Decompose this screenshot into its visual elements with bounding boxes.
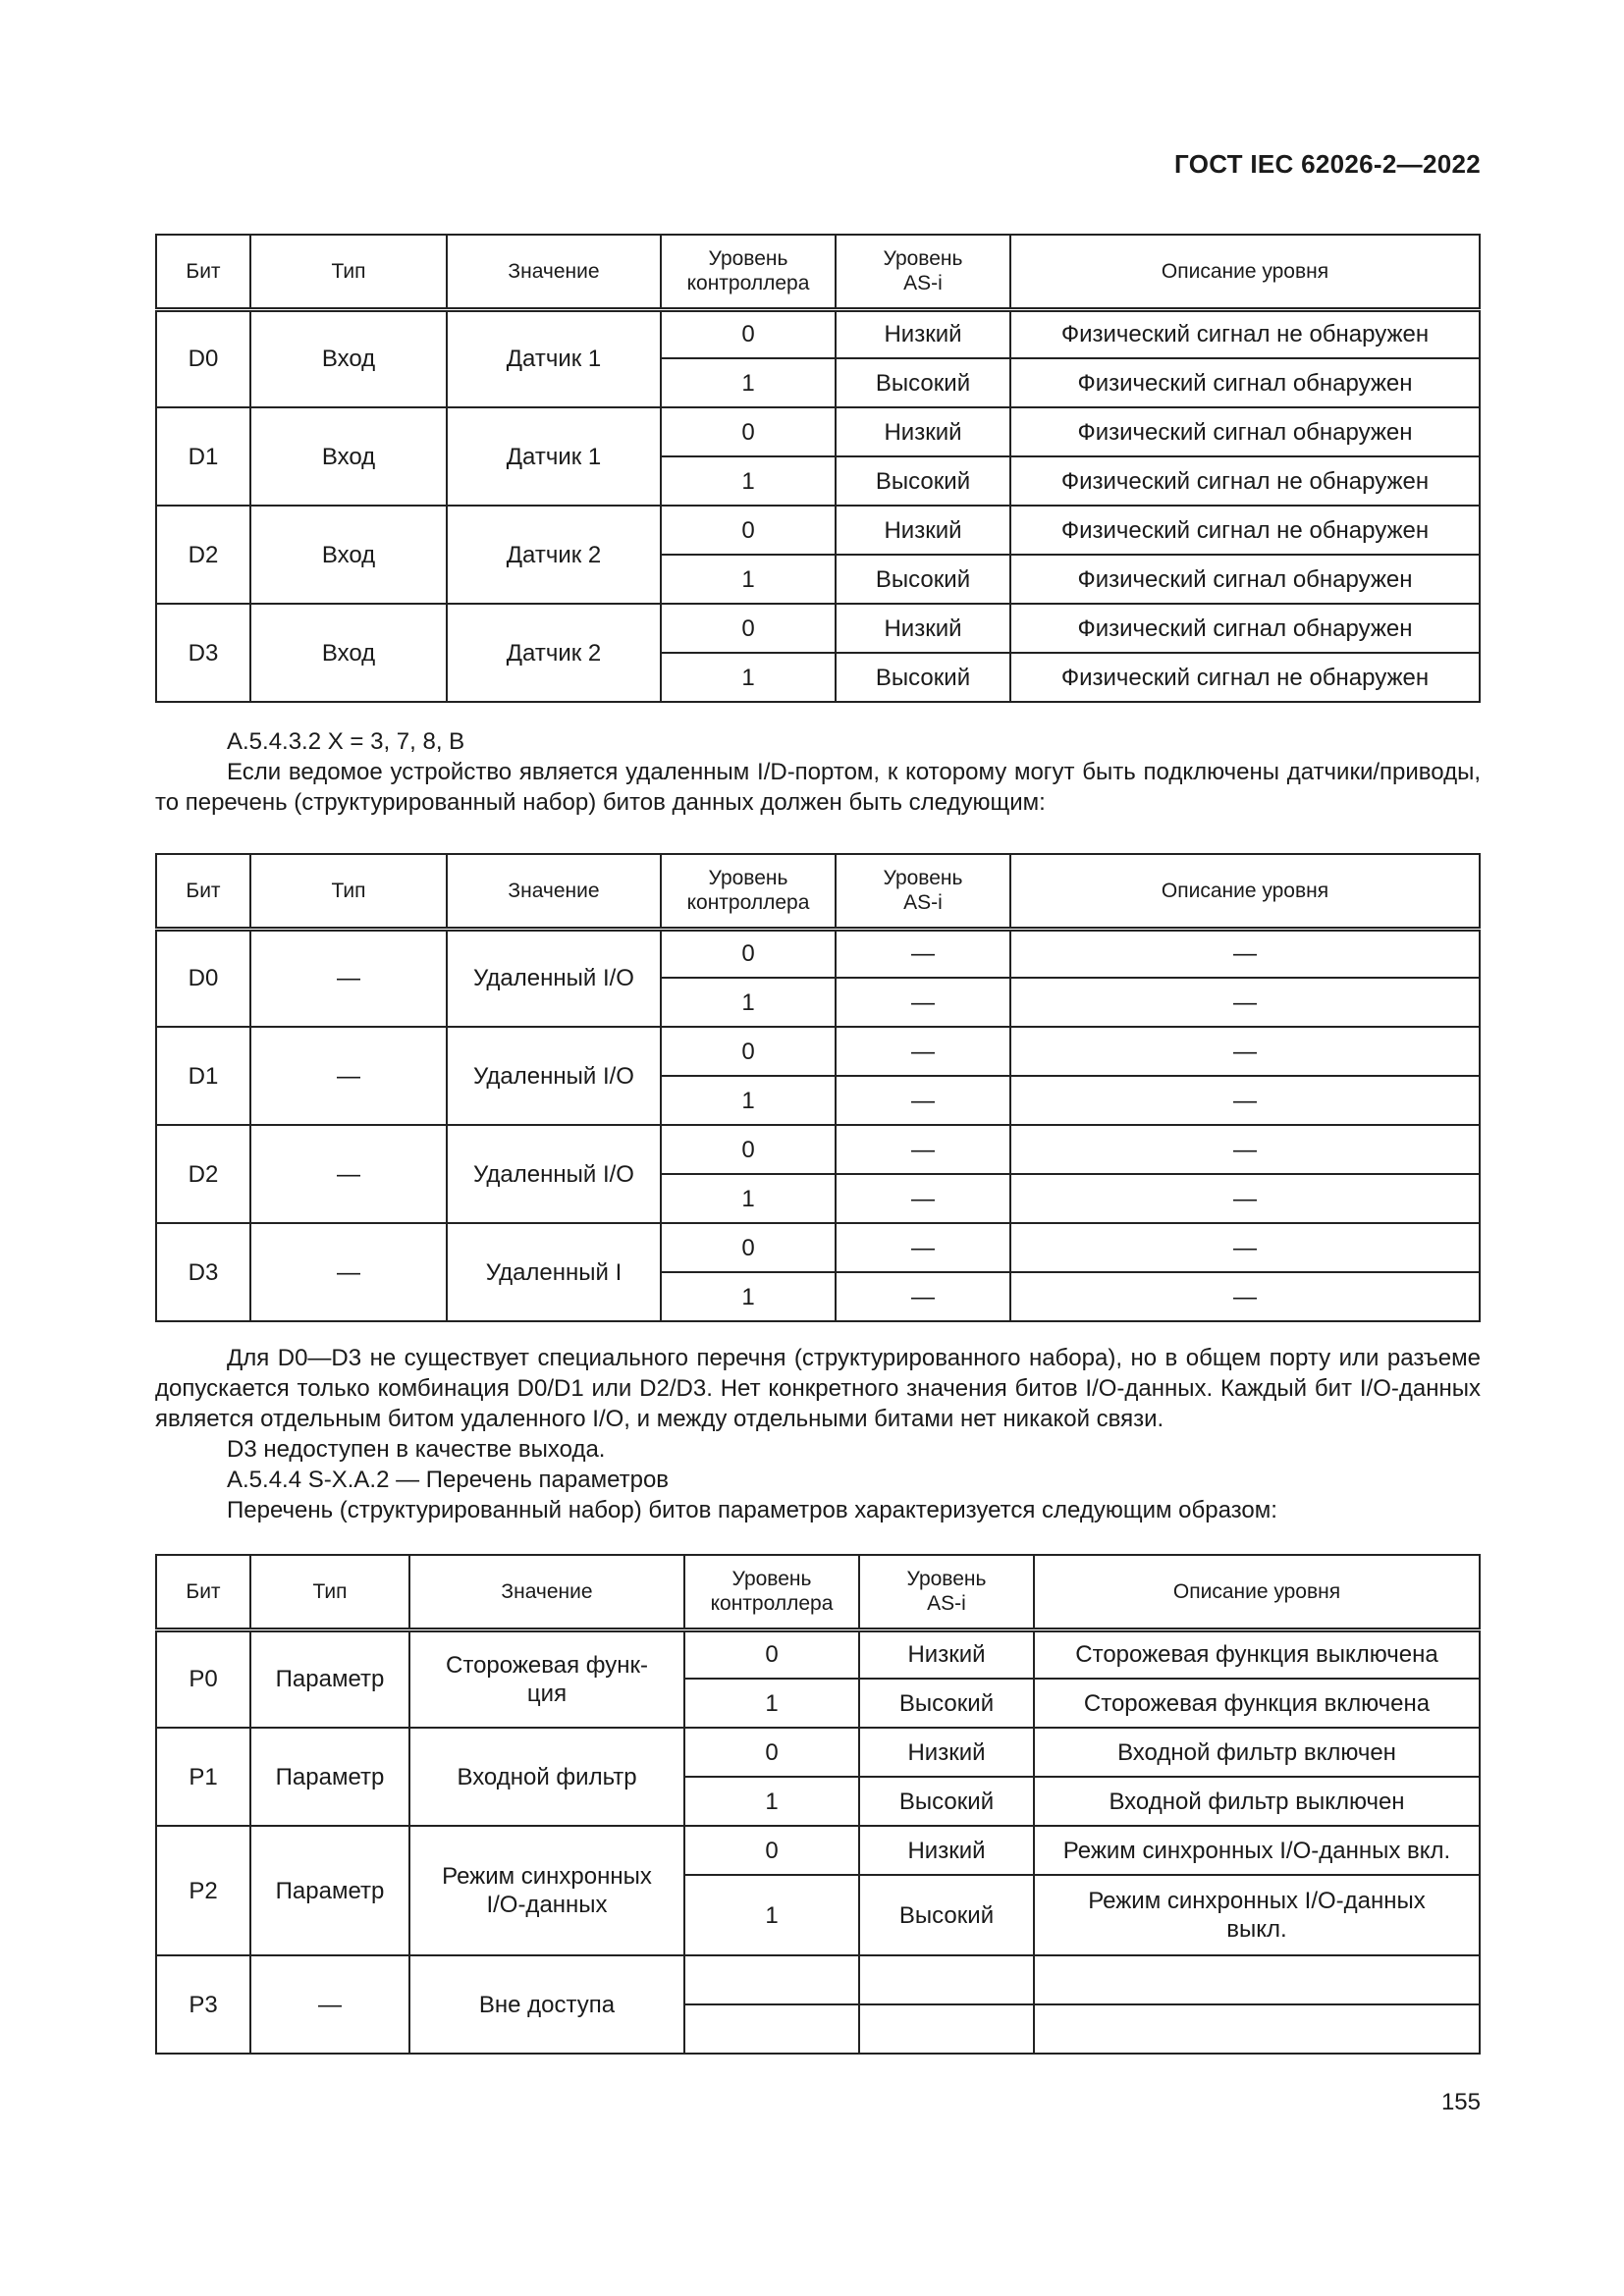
asi-level-cell: — xyxy=(836,1027,1010,1076)
controller-level-cell: 0 xyxy=(661,1223,836,1272)
controller-level-cell: 1 xyxy=(684,1875,859,1955)
controller-level-cell: 0 xyxy=(684,1826,859,1875)
bit-cell: D2 xyxy=(156,1125,250,1223)
table-header-row xyxy=(156,235,1480,309)
column-header: Бит xyxy=(156,854,250,929)
bit-cell: D0 xyxy=(156,309,250,407)
bit-cell: P1 xyxy=(156,1728,250,1826)
value-cell: Удаленный I xyxy=(447,1223,661,1321)
table-row xyxy=(156,1955,1480,2004)
controller-level-cell: 0 xyxy=(684,1728,859,1777)
type-cell: — xyxy=(250,1223,447,1321)
level-description-cell: Физический сигнал обнаружен xyxy=(1010,555,1480,604)
table-row xyxy=(156,929,1480,978)
table-header-row xyxy=(156,854,1480,929)
controller-level-cell: 1 xyxy=(684,1679,859,1728)
controller-level-cell: 0 xyxy=(661,1027,836,1076)
page-number: 155 xyxy=(1440,2089,1481,2115)
asi-level-cell: Высокий xyxy=(859,1777,1034,1826)
type-cell: Вход xyxy=(250,407,447,506)
value-cell: Входной фильтр xyxy=(409,1728,684,1826)
controller-level-cell: 1 xyxy=(684,1777,859,1826)
table-row xyxy=(156,1125,1480,1174)
asi-level-cell xyxy=(859,2004,1034,2054)
controller-level-cell: 1 xyxy=(661,1174,836,1223)
level-description-cell: Физический сигнал обнаружен xyxy=(1010,604,1480,653)
controller-level-cell: 0 xyxy=(661,604,836,653)
controller-level-cell xyxy=(684,2004,859,2054)
controller-level-cell: 1 xyxy=(661,358,836,407)
paragraph-block-1 xyxy=(155,726,1481,818)
column-header: Описание уровня xyxy=(1010,235,1480,309)
level-description-cell: — xyxy=(1010,1125,1480,1174)
asi-level-cell: Низкий xyxy=(859,1629,1034,1679)
column-header: Уровень AS-i xyxy=(836,235,1010,309)
level-description-cell: Входной фильтр включен xyxy=(1034,1728,1480,1777)
bit-cell: P2 xyxy=(156,1826,250,1955)
asi-level-cell: — xyxy=(836,1125,1010,1174)
column-header: Уровень контроллера xyxy=(661,235,836,309)
parameter-bits-table xyxy=(155,1554,1481,2055)
level-description-cell: Физический сигнал не обнаружен xyxy=(1010,506,1480,555)
controller-level-cell: 0 xyxy=(661,407,836,456)
asi-level-cell: Низкий xyxy=(836,407,1010,456)
type-cell: Вход xyxy=(250,506,447,604)
value-cell: Вне доступа xyxy=(409,1955,684,2054)
table-row xyxy=(156,407,1480,456)
bit-cell: D1 xyxy=(156,407,250,506)
value-cell: Удаленный I/O xyxy=(447,1125,661,1223)
level-description-cell: — xyxy=(1010,1223,1480,1272)
level-description-cell: Физический сигнал не обнаружен xyxy=(1010,653,1480,702)
asi-level-cell: Высокий xyxy=(859,1679,1034,1728)
level-description-cell: — xyxy=(1010,929,1480,978)
asi-level-cell: Низкий xyxy=(836,309,1010,358)
type-cell: Параметр xyxy=(250,1629,409,1728)
asi-level-cell: Высокий xyxy=(836,555,1010,604)
column-header: Тип xyxy=(250,235,447,309)
asi-level-cell: Низкий xyxy=(859,1728,1034,1777)
document-header: ГОСТ IEC 62026-2—2022 xyxy=(1174,149,1481,179)
level-description-cell: Физический сигнал не обнаружен xyxy=(1010,456,1480,506)
type-cell: — xyxy=(250,929,447,1027)
table-row xyxy=(156,1728,1480,1777)
level-description-cell: Физический сигнал обнаружен xyxy=(1010,358,1480,407)
value-cell: Датчик 1 xyxy=(447,407,661,506)
controller-level-cell: 1 xyxy=(661,653,836,702)
level-description-cell: — xyxy=(1010,978,1480,1027)
level-description-cell: — xyxy=(1010,1272,1480,1321)
type-cell: Параметр xyxy=(250,1728,409,1826)
controller-level-cell: 1 xyxy=(661,555,836,604)
paragraph-text: D3 недоступен в качестве выхода. xyxy=(227,1436,606,1463)
controller-level-cell: 0 xyxy=(661,929,836,978)
controller-level-cell: 1 xyxy=(661,456,836,506)
level-description-cell xyxy=(1034,1955,1480,2004)
level-description-cell: Физический сигнал не обнаружен xyxy=(1010,309,1480,358)
column-header: Бит xyxy=(156,235,250,309)
value-cell: Датчик 1 xyxy=(447,309,661,407)
column-header: Уровень контроллера xyxy=(684,1555,859,1629)
data-bits-table-2 xyxy=(155,853,1481,1322)
controller-level-cell: 1 xyxy=(661,978,836,1027)
bit-cell: D0 xyxy=(156,929,250,1027)
value-cell: Удаленный I/O xyxy=(447,929,661,1027)
paragraph-block-2 xyxy=(155,1343,1481,1525)
paragraph-text: Перечень (структурированный набор) битов параметров характеризуется следующим образом: xyxy=(227,1497,1277,1523)
type-cell: — xyxy=(250,1955,409,2054)
section-heading-a5432: А.5.4.3.2 X = 3, 7, 8, B xyxy=(227,728,465,755)
table-row xyxy=(156,1629,1480,1679)
bit-cell: D3 xyxy=(156,1223,250,1321)
table-row xyxy=(156,506,1480,555)
bit-cell: D3 xyxy=(156,604,250,702)
section-heading-a544: А.5.4.4 S-X.A.2 — Перечень параметров xyxy=(227,1467,670,1493)
table-row xyxy=(156,604,1480,653)
value-cell: Удаленный I/O xyxy=(447,1027,661,1125)
table-row xyxy=(156,1826,1480,1875)
bit-cell: D2 xyxy=(156,506,250,604)
level-description-cell: Входной фильтр выключен xyxy=(1034,1777,1480,1826)
value-cell: Режим синхронных I/O-данных xyxy=(409,1826,684,1955)
asi-level-cell: — xyxy=(836,929,1010,978)
controller-level-cell: 1 xyxy=(661,1076,836,1125)
level-description-cell: Физический сигнал обнаружен xyxy=(1010,407,1480,456)
level-description-cell: — xyxy=(1010,1174,1480,1223)
asi-level-cell: Высокий xyxy=(859,1875,1034,1955)
asi-level-cell: — xyxy=(836,1076,1010,1125)
value-cell: Сторожевая функ- ция xyxy=(409,1629,684,1728)
column-header: Значение xyxy=(409,1555,684,1629)
asi-level-cell: — xyxy=(836,1174,1010,1223)
level-description-cell: Сторожевая функция выключена xyxy=(1034,1629,1480,1679)
value-cell: Датчик 2 xyxy=(447,506,661,604)
level-description-cell: — xyxy=(1010,1076,1480,1125)
controller-level-cell: 0 xyxy=(661,506,836,555)
column-header: Уровень AS-i xyxy=(836,854,1010,929)
type-cell: Вход xyxy=(250,604,447,702)
type-cell: Вход xyxy=(250,309,447,407)
controller-level-cell: 0 xyxy=(661,1125,836,1174)
type-cell: — xyxy=(250,1027,447,1125)
controller-level-cell: 1 xyxy=(661,1272,836,1321)
asi-level-cell: Низкий xyxy=(836,506,1010,555)
asi-level-cell: — xyxy=(836,1223,1010,1272)
asi-level-cell xyxy=(859,1955,1034,2004)
value-cell: Датчик 2 xyxy=(447,604,661,702)
paragraph-text: Если ведомое устройство является удаленным I/D-портом, к которому могут быть подключены датчики/приводы, то перечень (структурированный набор) битов данных должен быть следующим: xyxy=(155,759,1481,816)
table-row xyxy=(156,1223,1480,1272)
level-description-cell: Сторожевая функция включена xyxy=(1034,1679,1480,1728)
asi-level-cell: Высокий xyxy=(836,456,1010,506)
column-header: Уровень AS-i xyxy=(859,1555,1034,1629)
table-header-row xyxy=(156,1555,1480,1629)
level-description-cell: — xyxy=(1010,1027,1480,1076)
column-header: Тип xyxy=(250,1555,409,1629)
level-description-cell xyxy=(1034,2004,1480,2054)
asi-level-cell: Высокий xyxy=(836,358,1010,407)
data-bits-table-1 xyxy=(155,234,1481,703)
table-row xyxy=(156,1027,1480,1076)
paragraph-text: Для D0—D3 не существует специального перечня (структурированного набора), но в общем порту или разъеме допускается только комбинация D0/D1 или D2/D3. Нет конкретного значения битов I/O-данных. Каждый бит I/O-данных является отдельным битом удаленного I/O, и между отдельными битами нет никакой связи. xyxy=(155,1345,1481,1432)
column-header: Описание уровня xyxy=(1010,854,1480,929)
column-header: Значение xyxy=(447,235,661,309)
controller-level-cell xyxy=(684,1955,859,2004)
table-row xyxy=(156,309,1480,358)
controller-level-cell: 0 xyxy=(661,309,836,358)
column-header: Уровень контроллера xyxy=(661,854,836,929)
controller-level-cell: 0 xyxy=(684,1629,859,1679)
asi-level-cell: Низкий xyxy=(859,1826,1034,1875)
bit-cell: D1 xyxy=(156,1027,250,1125)
column-header: Тип xyxy=(250,854,447,929)
type-cell: — xyxy=(250,1125,447,1223)
type-cell: Параметр xyxy=(250,1826,409,1955)
asi-level-cell: Низкий xyxy=(836,604,1010,653)
bit-cell: P0 xyxy=(156,1629,250,1728)
asi-level-cell: — xyxy=(836,978,1010,1027)
bit-cell: P3 xyxy=(156,1955,250,2054)
asi-level-cell: — xyxy=(836,1272,1010,1321)
column-header: Бит xyxy=(156,1555,250,1629)
level-description-cell: Режим синхронных I/O-данных выкл. xyxy=(1034,1875,1480,1955)
column-header: Значение xyxy=(447,854,661,929)
column-header: Описание уровня xyxy=(1034,1555,1480,1629)
level-description-cell: Режим синхронных I/O-данных вкл. xyxy=(1034,1826,1480,1875)
asi-level-cell: Высокий xyxy=(836,653,1010,702)
